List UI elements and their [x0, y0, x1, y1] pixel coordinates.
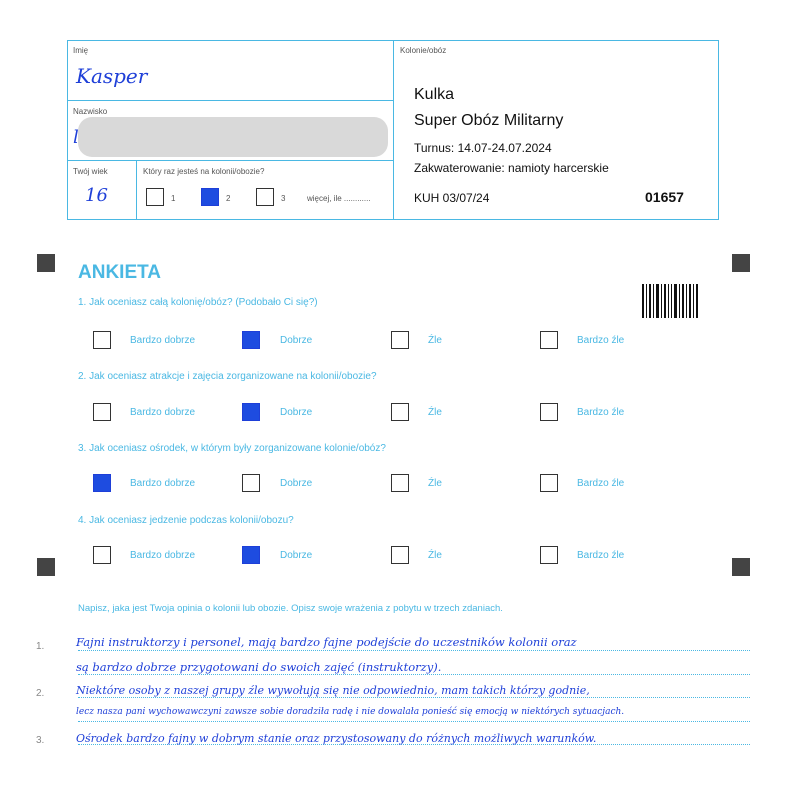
q1-option-zle-label: Źle	[428, 335, 442, 346]
registration-marker-top-left	[37, 254, 55, 272]
imie-label: Imię	[73, 46, 89, 55]
visit-1-label: 1	[171, 194, 176, 203]
q2-option-bardzo-dobrze-checkbox[interactable]	[93, 403, 111, 421]
visit-1-checkbox[interactable]	[146, 188, 164, 206]
opinion-handwritten-line-2[interactable]: są bardzo dobrze przygotowani do swoich zajęć (instruktorzy).	[76, 660, 442, 674]
q3-option-bardzo-dobrze-label: Bardzo dobrze	[130, 478, 196, 489]
nazwisko-initial: l	[73, 127, 79, 148]
camp-code: KUH 03/07/24	[414, 191, 490, 205]
q1-option-bardzo-zle-checkbox[interactable]	[540, 331, 558, 349]
q2-option-zle-checkbox[interactable]	[391, 403, 409, 421]
q2-option-bardzo-zle-checkbox[interactable]	[540, 403, 558, 421]
opinion-number-3: 3.	[36, 735, 45, 746]
ktory-raz-label: Który raz jesteś na kolonii/obozie?	[143, 167, 265, 176]
question-2-text: 2. Jak oceniasz atrakcje i zajęcia zorganizowane na kolonii/obozie?	[78, 371, 377, 382]
q3-option-dobrze-checkbox[interactable]	[242, 474, 260, 492]
q1-option-bardzo-dobrze-label: Bardzo dobrze	[130, 335, 196, 346]
barcode	[642, 284, 698, 318]
question-1-text: 1. Jak oceniasz całą kolonię/obóz? (Podobało Ci się?)	[78, 297, 318, 308]
opinion-number-2: 2.	[36, 688, 45, 699]
wiek-value[interactable]: 16	[85, 185, 108, 206]
opinion-handwritten-line-1[interactable]: Fajni instruktorzy i personel, mają bardzo fajne podejście do uczestników kolonii oraz	[76, 635, 577, 649]
visit-more-label: więcej, ile ............	[307, 194, 371, 203]
q1-option-bardzo-dobrze-checkbox[interactable]	[93, 331, 111, 349]
q2-option-dobrze-checkbox[interactable]	[242, 403, 260, 421]
imie-value[interactable]: Kasper	[76, 64, 148, 88]
answer-line-1	[78, 650, 750, 651]
header-divider-vertical	[393, 40, 394, 220]
question-3-text: 3. Jak oceniasz ośrodek, w którym były zorganizowane kolonie/obóz?	[78, 443, 386, 454]
question-4-text: 4. Jak oceniasz jedzenie podczas kolonii/obozu?	[78, 515, 294, 526]
opinion-handwritten-line-5[interactable]: Ośrodek bardzo fajny w dobrym stanie oraz przystosowany do różnych możliwych warunków.	[76, 732, 597, 745]
answer-line-2	[78, 674, 750, 675]
nazwisko-label: Nazwisko	[73, 107, 108, 116]
camp-title: Super Obóz Militarny	[414, 112, 564, 129]
visit-3-checkbox[interactable]	[256, 188, 274, 206]
q4-option-dobrze-checkbox[interactable]	[242, 546, 260, 564]
q1-option-dobrze-label: Dobrze	[280, 335, 313, 346]
q3-option-dobrze-label: Dobrze	[280, 478, 313, 489]
opinion-handwritten-line-4[interactable]: lecz nasza pani wychowawczyni zawsze sobie doradziła radę i nie dowalała ponieść się emocją w niektórych sytuacjach.	[76, 707, 625, 717]
nazwisko-redaction	[78, 117, 388, 157]
opinion-prompt: Napisz, jaka jest Twoja opinia o kolonii lub obozie. Opisz swoje wrażenia z pobytu w trzech zdaniach.	[78, 603, 503, 614]
q1-option-dobrze-checkbox[interactable]	[242, 331, 260, 349]
camp-name: Kulka	[414, 86, 455, 103]
registration-marker-bottom-right	[732, 558, 750, 576]
q4-option-bardzo-zle-label: Bardzo źle	[577, 550, 625, 561]
visit-2-label: 2	[226, 194, 231, 203]
registration-marker-top-right	[732, 254, 750, 272]
q3-option-zle-checkbox[interactable]	[391, 474, 409, 492]
q3-option-bardzo-zle-label: Bardzo źle	[577, 478, 625, 489]
q4-option-zle-label: Źle	[428, 550, 442, 561]
q4-option-bardzo-dobrze-checkbox[interactable]	[93, 546, 111, 564]
q3-option-bardzo-zle-checkbox[interactable]	[540, 474, 558, 492]
answer-line-4	[78, 721, 750, 722]
q4-option-zle-checkbox[interactable]	[391, 546, 409, 564]
form-number: 01657	[645, 189, 684, 205]
opinion-number-1: 1.	[36, 641, 45, 652]
registration-marker-bottom-left	[37, 558, 55, 576]
q2-option-bardzo-zle-label: Bardzo źle	[577, 407, 625, 418]
header-divider-h1	[67, 100, 393, 101]
turnus: Turnus: 14.07-24.07.2024	[414, 141, 552, 155]
header-divider-h2	[67, 160, 393, 161]
visit-3-label: 3	[281, 194, 286, 203]
q2-option-dobrze-label: Dobrze	[280, 407, 313, 418]
q3-option-bardzo-dobrze-checkbox[interactable]	[93, 474, 111, 492]
q4-option-dobrze-label: Dobrze	[280, 550, 313, 561]
q3-option-zle-label: Źle	[428, 478, 442, 489]
opinion-handwritten-line-3[interactable]: Niektóre osoby z naszej grupy źle wywołują się nie odpowiednio, mam takich którzy godnie,	[76, 684, 590, 697]
answer-line-3	[78, 697, 750, 698]
header-divider-v2	[136, 160, 137, 220]
q2-option-zle-label: Źle	[428, 407, 442, 418]
visit-2-checkbox[interactable]	[201, 188, 219, 206]
zakwaterowanie: Zakwaterowanie: namioty harcerskie	[414, 161, 609, 175]
q2-option-bardzo-dobrze-label: Bardzo dobrze	[130, 407, 196, 418]
q1-option-zle-checkbox[interactable]	[391, 331, 409, 349]
wiek-label: Twój wiek	[73, 167, 108, 176]
kolonia-label: Kolonie/obóz	[400, 46, 447, 55]
q1-option-bardzo-zle-label: Bardzo źle	[577, 335, 625, 346]
survey-title: ANKIETA	[78, 262, 162, 283]
q4-option-bardzo-dobrze-label: Bardzo dobrze	[130, 550, 196, 561]
q4-option-bardzo-zle-checkbox[interactable]	[540, 546, 558, 564]
